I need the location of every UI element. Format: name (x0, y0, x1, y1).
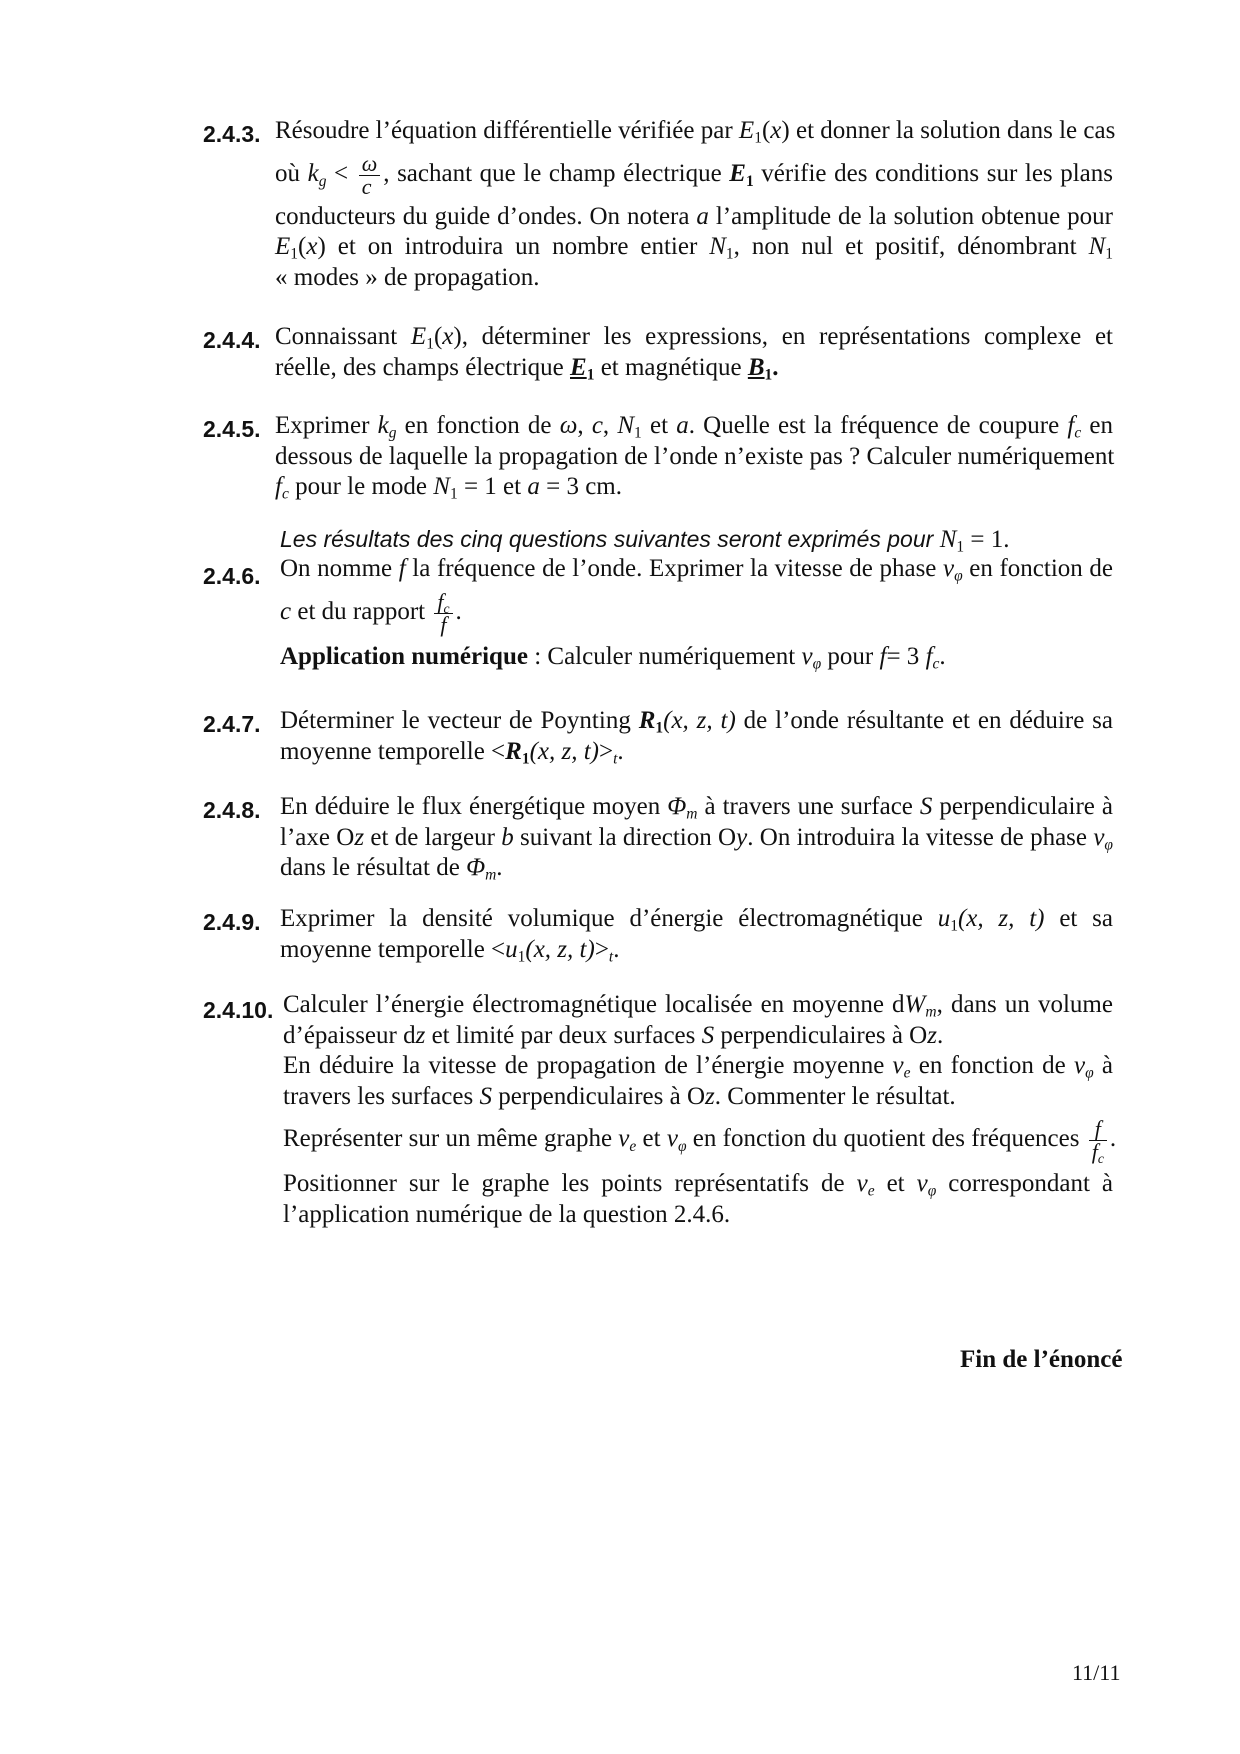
symbol: Φ (466, 854, 486, 881)
text: En déduire la vitesse de propagation de l’énergie moyenne (283, 1052, 893, 1079)
text: et limité par deux surfaces (425, 1021, 702, 1049)
question-text-line (280, 737, 1113, 768)
question-text-line: Connaissant $E_1(x)$, déterminer les expressions, en représentations complexe et (275, 323, 1113, 353)
symbol: N (617, 412, 635, 439)
symbol: a (696, 202, 709, 230)
text: d’épaisseur d (283, 1021, 416, 1049)
text: : Calculer numériquement (527, 642, 802, 670)
text: de l’onde résultante et en déduire sa (735, 707, 1114, 734)
symbol: t (608, 948, 614, 966)
symbol: N (433, 473, 450, 500)
text: , non nul et positif, dénombrant (733, 233, 1089, 260)
text: = 3 (886, 642, 926, 670)
symbol: c (591, 412, 603, 439)
symbol: z (415, 1021, 426, 1049)
symbol: 1 (764, 366, 773, 384)
question-text-line (280, 588, 1113, 637)
question-number: 2.4.7. (203, 711, 261, 737)
text: , déterminer les expressions, en représentations complexe et (461, 323, 1113, 350)
symbol: 1 (586, 366, 595, 384)
text: en (1081, 412, 1113, 439)
text: perpendiculaires à O (714, 1021, 928, 1049)
text: la fréquence de l’onde. Exprimer la vitesse de phase (405, 555, 943, 582)
symbol: v (618, 1125, 630, 1153)
note-line (280, 525, 1118, 556)
symbol: x (442, 323, 454, 350)
text: l’axe O (280, 823, 355, 851)
symbol: N (1088, 233, 1106, 260)
text: et on introduira un nombre entier (325, 233, 710, 260)
text: en fonction de (962, 555, 1113, 582)
question-text-line (283, 990, 1113, 1021)
symbol: 1 (655, 719, 664, 737)
question-text-line (280, 853, 1113, 884)
text: = 1. (964, 526, 1010, 553)
symbol: E (410, 323, 427, 350)
question-text-line: dessous de laquelle la propagation de l’onde n’existe pas ? Calculer numériquement (275, 442, 1115, 470)
text: > (594, 935, 609, 963)
text: . Quelle est la fréquence de coupure (688, 412, 1068, 439)
question-text-line (283, 1051, 1113, 1082)
text: et magnétique (594, 353, 748, 381)
text: Résoudre l’équation différentielle vérifiée par (275, 117, 739, 144)
symbol: 1 (634, 424, 642, 442)
symbol: < (326, 159, 356, 187)
symbol: (x, z, t) (529, 737, 599, 765)
text: correspondant à (936, 1170, 1113, 1197)
text: . (772, 353, 779, 381)
symbol: v (1093, 823, 1105, 851)
symbol: u (505, 935, 518, 963)
text: perpendiculaires à O (491, 1082, 706, 1110)
text: travers les surfaces (283, 1082, 480, 1110)
question-text-line (280, 904, 1113, 935)
symbol: E (275, 233, 291, 260)
symbol: R (505, 737, 522, 765)
question-text-line: l’application numérique de la question 2.4.6. (283, 1200, 731, 1228)
text: Déterminer le vecteur de Poynting (280, 707, 639, 734)
symbol: v (1073, 1052, 1086, 1079)
symbol: 1 (517, 948, 526, 966)
symbol: c (1074, 424, 1082, 442)
question-number: 2.4.9. (203, 909, 261, 935)
text: pour (821, 642, 880, 670)
symbol: z (354, 823, 365, 851)
text: . (496, 854, 503, 881)
symbol: 1 (745, 172, 754, 190)
text: On nomme (280, 555, 399, 582)
symbol: 1 (956, 538, 965, 556)
symbol: v (666, 1125, 678, 1153)
symbol: 1 (950, 917, 958, 935)
symbol: φ (812, 655, 822, 673)
denominator: c (361, 173, 372, 199)
text: Connaissant (275, 323, 411, 350)
symbol: 1 (521, 750, 530, 768)
end-of-statement: Fin de l’énoncé (960, 1346, 1123, 1373)
symbol: c (443, 600, 450, 616)
text: = 1 et (457, 473, 528, 500)
symbol: 1 (290, 245, 299, 263)
numerator: f (437, 588, 444, 614)
question-text-line (283, 1116, 1117, 1167)
denominator: f (440, 611, 447, 637)
symbol: e (867, 1182, 875, 1200)
question-number: 2.4.3. (203, 121, 261, 147)
text: et de largeur (364, 823, 502, 851)
text: . Commenter le résultat. (714, 1082, 956, 1110)
fraction-fc-over-f (434, 588, 452, 637)
symbol: 1 (426, 335, 434, 353)
symbol: x (770, 117, 782, 144)
question-text-line: Résoudre l’équation différentielle vérifiée par $E_1(x)$ et donner la solution dans le cas (275, 117, 1116, 147)
symbol: (x, z, t) (663, 707, 736, 734)
symbol: m (686, 805, 698, 823)
symbol: 1 (1105, 245, 1113, 263)
symbol: (x, z, t) (525, 935, 595, 963)
text: à (1093, 1052, 1113, 1079)
symbol: a (527, 473, 540, 500)
page-number: 11/11 (1072, 1660, 1121, 1685)
note-text: Les résultats des cinq questions suivantes seront exprimés pour (280, 526, 940, 552)
symbol: (x, z, t) (957, 905, 1045, 932)
question-text-line: $E_1(x)$ et on introduira un nombre entier $N_1$, non nul et positif, dénombrant $N_1$ (275, 233, 1113, 263)
symbol: c (1097, 1151, 1104, 1167)
question-text-line (283, 1082, 1113, 1113)
question-text-line (275, 202, 1113, 233)
symbol: 1 (449, 485, 458, 503)
question-text-line: « modes » de propagation. (275, 263, 540, 291)
symbol: Φ (667, 793, 687, 820)
text: et (641, 412, 677, 439)
question-text-line (283, 1169, 1113, 1200)
symbol: v (892, 1052, 904, 1079)
text: . (1109, 1125, 1117, 1153)
symbol: φ (1085, 1064, 1094, 1082)
text: moyenne temporelle < (280, 737, 506, 765)
symbol: e (903, 1064, 911, 1082)
question-number: 2.4.10. (203, 997, 274, 1023)
text: , sachant que le champ électrique (383, 159, 730, 187)
symbol: m (925, 1003, 937, 1021)
symbol: E (729, 159, 746, 187)
text: dans le résultat de (280, 854, 467, 881)
text: conducteurs du guide d’ondes. On notera (275, 202, 697, 230)
symbol: b (501, 823, 514, 851)
question-number: 2.4.4. (203, 327, 261, 353)
text: en fonction de (910, 1052, 1074, 1079)
text: à travers une surface (697, 793, 920, 820)
symbol: φ (927, 1182, 937, 1200)
question-text-line (275, 353, 1113, 384)
text: Exprimer (275, 412, 378, 439)
application-label: Application numérique (280, 642, 528, 670)
fraction-f-over-fc (1089, 1116, 1107, 1167)
symbol: R (638, 707, 656, 734)
numerator: f (1089, 1118, 1107, 1141)
text: moyenne temporelle < (280, 935, 506, 963)
symbol: v (856, 1170, 868, 1197)
text: . (617, 737, 624, 765)
symbol: k (307, 159, 319, 187)
symbol: a (676, 412, 689, 439)
text: et (874, 1170, 917, 1197)
text: . On introduira la vitesse de phase (747, 823, 1094, 851)
symbol: v (916, 1170, 928, 1197)
text: réelle, des champs électrique (275, 353, 570, 381)
text: pour le mode (288, 473, 434, 500)
question-number: 2.4.6. (203, 563, 261, 589)
numerator: ω (359, 153, 381, 176)
symbol: y (736, 823, 748, 851)
symbol: u (937, 905, 951, 932)
symbol: c (280, 597, 292, 625)
symbol: E (570, 353, 587, 381)
text: Représenter sur un même graphe (283, 1125, 619, 1153)
symbol: f (398, 555, 406, 582)
symbol: z (927, 1021, 937, 1049)
symbol: E (738, 117, 755, 144)
symbol: φ (954, 567, 963, 585)
question-text-line (280, 823, 1113, 854)
symbol: 1 (725, 245, 734, 263)
text: . (939, 642, 946, 670)
text: en fonction du quotient des fréquences (686, 1125, 1086, 1153)
question-text-line (275, 150, 1113, 199)
symbol: e (629, 1137, 637, 1155)
symbol: B (747, 353, 765, 381)
text: , dans un volume (936, 991, 1113, 1018)
text: l’amplitude de la solution obtenue pour (708, 202, 1114, 230)
text: , (577, 412, 592, 439)
symbol: f (925, 642, 933, 670)
text: Exprimer la densité volumique d’énergie électromagnétique (280, 905, 938, 932)
symbol: W (904, 991, 926, 1018)
text: et (636, 1125, 667, 1153)
question-text-line (275, 472, 1113, 503)
question-text-line (280, 554, 1113, 585)
symbol: g (388, 424, 397, 442)
text: en fonction de (396, 412, 560, 439)
text: vérifie des conditions sur les plans (753, 159, 1113, 187)
text: . (936, 1021, 944, 1049)
symbol: N (939, 526, 957, 553)
question-text-line (275, 411, 1113, 442)
fraction-omega-over-c (359, 150, 381, 199)
symbol: S (701, 1021, 715, 1049)
symbol: 1 (754, 129, 762, 147)
symbol: f (1067, 412, 1075, 439)
text: perpendiculaire à (932, 793, 1113, 820)
text: . (613, 935, 620, 963)
text: > (599, 737, 614, 765)
symbol: z (705, 1082, 715, 1110)
text: Calculer l’énergie électromagnétique localisée en moyenne d (283, 991, 905, 1018)
question-text-line (280, 706, 1113, 737)
symbol: c (281, 485, 289, 503)
symbol: m (485, 866, 497, 884)
symbol: f (879, 642, 887, 670)
question-text-line (280, 642, 1113, 673)
symbol: φ (1104, 836, 1113, 854)
symbol: g (318, 172, 327, 190)
symbol: S (919, 793, 933, 820)
text: où (275, 159, 308, 187)
question-number: 2.4.5. (203, 416, 261, 442)
text: = 3 cm. (539, 473, 623, 500)
symbol: ω (559, 412, 578, 439)
symbol: N (709, 233, 726, 260)
symbol: S (479, 1082, 492, 1110)
symbol: x (306, 233, 318, 260)
symbol: t (613, 750, 618, 768)
text: et donner la solution dans le cas (789, 117, 1116, 144)
text: . (455, 597, 462, 625)
question-text-line (280, 935, 1113, 966)
text: Positionner sur le graphe les points représentatifs de (283, 1170, 857, 1197)
symbol: f (275, 473, 282, 500)
denominator: f (1091, 1139, 1098, 1164)
text: et sa (1044, 905, 1114, 932)
symbol: v (943, 555, 955, 582)
question-text-line (280, 792, 1113, 823)
question-number: 2.4.8. (203, 797, 261, 823)
text: suivant la direction O (513, 823, 737, 851)
text: , (602, 412, 618, 439)
symbol: c (932, 655, 940, 673)
text: En déduire le flux énergétique moyen (280, 793, 668, 820)
symbol: v (801, 642, 813, 670)
question-text-line (283, 1021, 1113, 1052)
symbol: k (377, 412, 389, 439)
symbol: φ (677, 1137, 687, 1155)
text: et du rapport (291, 597, 432, 625)
